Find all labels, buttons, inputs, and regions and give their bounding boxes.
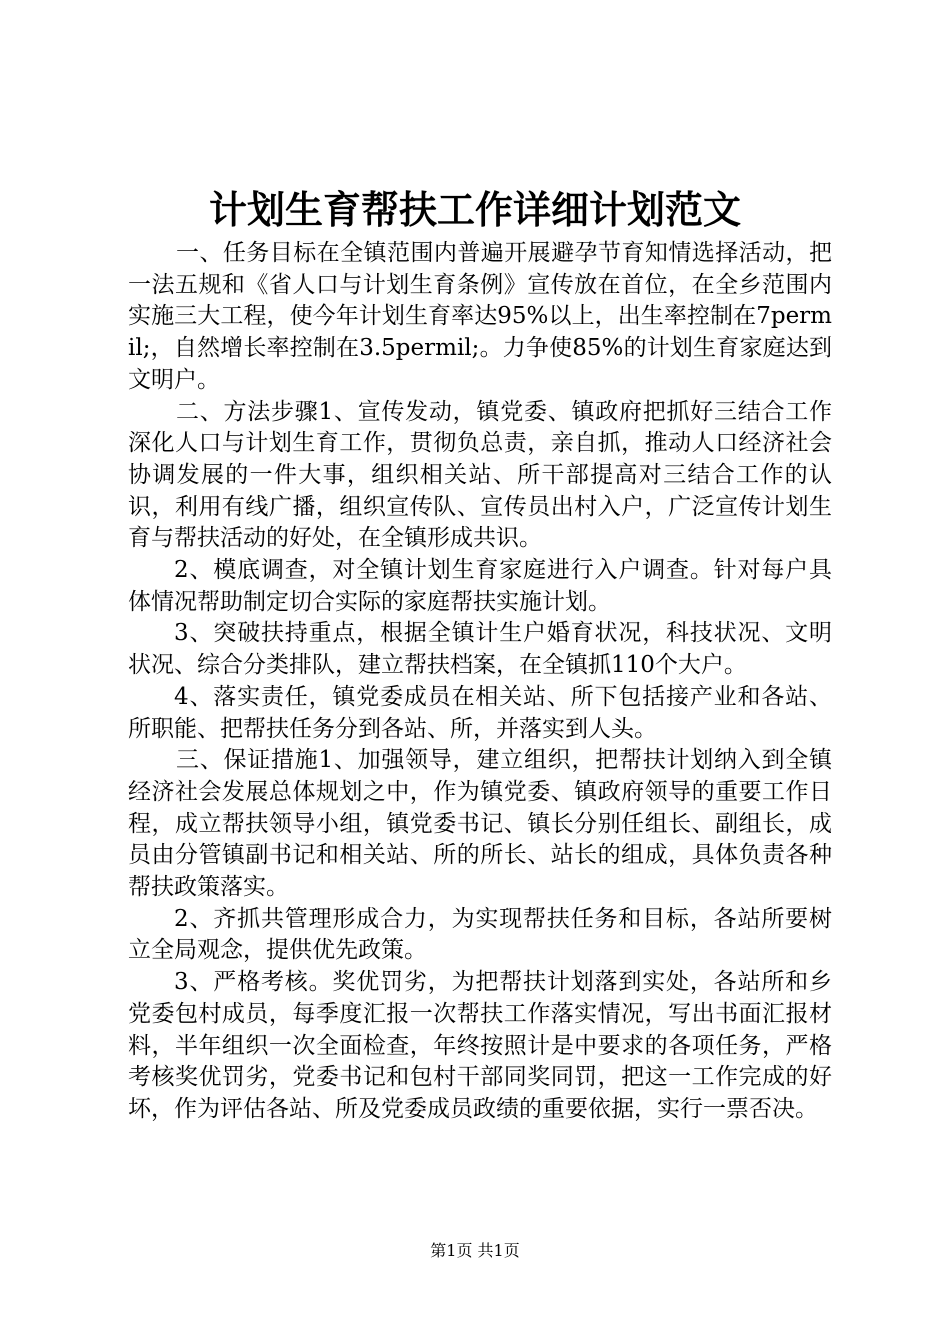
- page-number: 第1页 共1页: [430, 1241, 520, 1260]
- paragraph-task-goal: 一、任务目标在全镇范围内普遍开展避孕节育知情选择活动，把一法五规和《省人口与计划生育条例》宣传放在首位，在全乡范围内实施三大工程，使今年计划生育率达95%以上，出生率控制在7permil;，自然增长率控制在3.5permil;。力争使85%的计划生育家庭达到文明户。: [128, 240, 832, 393]
- paragraph-guarantee-measures: 三、保证措施1、加强领导，建立组织，把帮扶计划纳入到全镇经济社会发展总体规划之中，作为镇党委、镇政府领导的重要工作日程，成立帮扶领导小组，镇党委书记、镇长分别任组长、副组长，成员由分管镇副书记和相关站、所的所长、站长的组成，具体负责各种帮扶政策落实。: [128, 747, 832, 901]
- paragraph-joint-management: 2、齐抓共管理形成合力，为实现帮扶任务和目标，各站所要树立全局观念，提供优先政策。: [128, 905, 832, 964]
- document-body: [128, 238, 832, 1126]
- paragraph-method-steps: 二、方法步骤1、宣传发动，镇党委、镇政府把抓好三结合工作深化人口与计划生育工作，贯彻负总责，亲自抓，推动人口经济社会协调发展的一件大事，组织相关站、所干部提高对三结合工作的认识，利用有线广播，组织宣传队、宣传员出村入户，广泛宣传计划生育与帮扶活动的好处，在全镇形成共识。: [128, 398, 832, 552]
- paragraph-assessment: 3、严格考核。奖优罚劣，为把帮扶计划落到实处，各站所和乡党委包村成员，每季度汇报一次帮扶工作落实情况，写出书面汇报材料，半年组织一次全面检查，年终按照计是中要求的各项任务，严格考核奖优罚劣，党委书记和包村干部同奖同罚，把这一工作完成的好坏，作为评估各站、所及党委成员政绩的重要依据，实行一票否决。: [128, 969, 832, 1122]
- page-title: 计划生育帮扶工作详细计划范文: [208, 187, 741, 232]
- paragraph-survey: 2、模底调查，对全镇计划生育家庭进行入户调查。针对每户具体情况帮助制定切合实际的家庭帮扶实施计划。: [128, 557, 832, 615]
- paragraph-responsibility: 4、落实责任，镇党委成员在相关站、所下包括接产业和各站、所职能、把帮扶任务分到各站、所，并落实到人头。: [128, 683, 832, 742]
- paragraph-key-support: 3、突破扶持重点，根据全镇计生户婚育状况，科技状况、文明状况、综合分类排队，建立帮扶档案，在全镇抓110个大户。: [128, 620, 832, 679]
